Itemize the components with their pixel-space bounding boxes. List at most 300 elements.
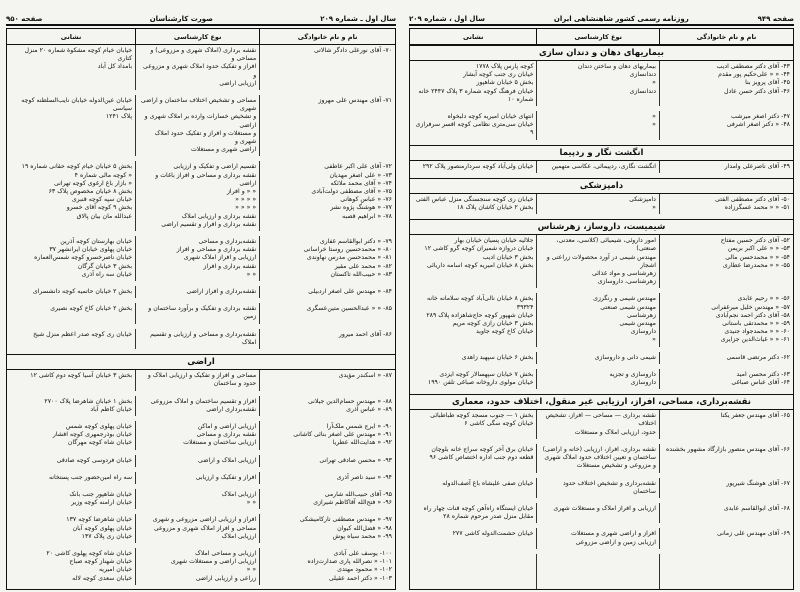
cell-line: نقشه برداری و افراز [203,262,257,270]
table-row [7,95,395,161]
cell-line: دندانسازی [629,87,656,95]
cell-line: بخش ۷ خیابان سپهسالار کوچه ایزدی [439,370,534,378]
name-cell [659,503,793,523]
name-cell [259,489,395,509]
cell-line: خیابان سپه کوچه قنبری [71,196,133,204]
cell-line: بخش ۳ خیابان رازی کوچه مریم [452,320,534,328]
cell-line: ارزیابی اراضی و اماکن [197,422,257,430]
cell-line: ۵۷- « مهندس خلیل میرغفرانی [711,303,790,311]
table-row [410,235,793,293]
filler-cell [410,554,536,589]
cell-line: بخش ۸ خیابان مخصوص پلاک ۶۳ [48,188,133,196]
cell-line: خیابان پهلوی کوچه آبان [72,524,133,532]
address-cell [7,286,135,298]
cell-line: ۹۵- آقای حبیب‌الله شارمی [324,490,392,498]
list-title: صورت کارشناسان [149,15,213,23]
cell-line: نقشه برداری و مساحی [196,431,257,439]
cell-line: ۵۲- آقای دکتر حسین مفتاح [720,237,790,245]
table-row [410,410,793,444]
journal-title: روزنامه رسمی کشور شاهنشاهی ایران [553,15,689,23]
cell-line: ۵۳- « « علی اکبر بریمن [727,245,790,253]
table-row [410,369,793,394]
cell-line: ۷۸- « ابراهیم قصبه [342,212,392,220]
cell-line: مهندس شیمی و رنگرزی [593,295,656,303]
cell-line: خیابان مولوی داروخانه صباغی تلفن ۱۹۹۰ [427,379,534,387]
name-cell [259,329,395,349]
cell-line: خیابان سه راه آذری [81,270,133,278]
cell-line: نقشه برداری، افراز، ارزیابی (خانه و اراضی) [542,445,656,453]
cell-line: « « [246,566,257,574]
cell-line: جلالیه خیابان پسیان خیابان بهار [454,237,534,245]
address-cell [7,421,135,450]
header-profession: نوع کارشناسی [536,29,659,44]
name-cell [659,293,793,346]
table-row [7,236,395,286]
cell-line: نقشه‌برداری و مساحی و ارزیابی و تقسیم املاک [150,330,257,346]
cell-line: نقشه‌برداری و مساحی [198,238,257,246]
profession-cell [135,514,259,543]
name-cell [659,61,793,106]
name-cell [259,421,395,450]
table-body [7,45,395,589]
cell-line: بخش ۵ خیابان شاهپور [476,79,534,87]
cell-line: ۹۱- « مهندس علی اصغر بنائی کاشانی [293,431,392,439]
address-cell [7,370,135,390]
cell-line: قطعه دوم جنب اداره اختصاص کاشی ۹۶ [429,454,534,462]
table-header [410,29,793,45]
cell-line: نقشه برداری و مساحی و افراز [176,246,257,254]
cell-line: حدود و ساختمان [213,380,257,388]
table-row [7,472,395,489]
cell-line: خیابان شاهپور جنب بانک [69,490,133,498]
cell-line: ۶۵- آقای مهندس جعفر یکتا [720,412,790,420]
cell-line: ۵۹- « « محمدتقی باستانی [722,320,790,328]
cell-line: « [652,204,656,212]
address-cell [410,293,536,346]
header-address: نشانی [462,32,484,41]
cell-line: نقشه‌برداری و تشخیص اختلاف حدود ساختمان [562,479,656,495]
cell-line: بخش ۶ خیابان سپهبد زاهدی [461,353,534,361]
name-cell [659,410,793,439]
cell-line: خیابان خیام کوچه مشکوة شماره ۲۰ منزل کتاری [24,47,133,63]
cell-line: « « [246,270,257,278]
cell-line: مقابل منزل صدر مرحوم شماره ۲۸ [443,513,534,521]
cell-line: « « « « [235,204,257,212]
cell-line: ۹۹- « محمد سیاه پوش [332,532,392,540]
cell-line: کوچه پارس پلاک ۱۷۷۸ [475,63,534,70]
address-cell [7,45,135,90]
cell-line: خیابان ایستگاه راه‌آهن کوچه قنات چهار راه [423,504,534,512]
cell-line: ارزیابی اراضی [219,79,257,87]
cell-line: مساحی و افراز املاک شهری و مزروعی [153,524,257,532]
profession-cell [536,111,659,140]
cell-line: افراز و اراضی شهری و مستغلات [571,530,656,538]
cell-line: ارزیابی و افراز املاک و مستغلات شهری [553,504,656,512]
table-row [410,61,793,111]
cell-line: افراز و تقسیم ساختمان و املاک مزروعی [150,397,257,405]
profession-cell [135,329,259,349]
cell-line: بخش ۹ کوچه آقای خسرو [66,204,133,212]
profession-cell [135,455,259,467]
cell-line: شیمی دانی و داروسازی [594,353,656,361]
cell-line: مهندس شیمی صنعتی [600,303,656,311]
cell-line: مساحی و تشخیص اختلاف ساختمان و اراضی شهری [140,97,257,113]
cell-line: خیابان امیریه [98,566,133,574]
cell-line: « « « « [235,196,257,204]
profession-cell [536,235,659,288]
cell-line: ۷۰- آقای نورعلی دادگر شالاتی [313,47,392,54]
cell-line: ۷۷- « هوشنگ پژوه نشر [330,204,392,212]
name-cell [259,396,395,416]
address-cell [410,161,536,173]
cell-line: داروسازی و تجزیه [609,370,656,378]
cell-line: تقسیم اراضی و تفکیک و ارزیابی [173,163,257,171]
profession-cell [135,421,259,450]
cell-line: ۶۰- « « محمدجواد جنیدی [724,328,790,336]
table-row [410,528,793,553]
cell-line: و مزروعی و تشخیص مستغلات [576,462,656,470]
cell-line: افراز و تفکیک حدود املاک شهری و مزروعی و [143,63,257,79]
cell-line: نقشه برداری (املاک شهری و مزروعی) و مساحی و [150,47,257,63]
cell-line: امور داروئی، شیمیائی (کلاسی، معدنی، صنعتی) [556,237,656,253]
name-cell [659,444,793,473]
cell-line: نقشه برداری و مساحی و افراز باغات و اراضی [155,171,257,187]
name-cell [259,548,395,585]
section-heading: نقشه‌برداری، مساحی، افراز، ارزیابی غیر منقول، اختلاف حدود، معماری [410,394,793,410]
cell-line: ۴۶- آقای دکتر حسن عادل [723,87,790,95]
table-body [410,45,793,589]
cell-line: ۷۱- آقای مهندس علی مهروز [318,97,392,105]
cell-line: بخش ۱ خیابان شاهرضا پلاک ۲۷۰۰ [44,397,133,405]
cell-line: افراز و تفکیک و ارزیابی [195,473,257,481]
cell-line: بخش ۲ خیابان کاشان پلاک ۱۸ [456,204,534,212]
cell-line: افراز و ارزیابی اراضی مزروعی و شهری [152,516,257,524]
page-header [6,14,396,26]
address-cell [410,478,536,498]
cell-line: ۷۴- « آقای محمد ملائکه [330,179,392,187]
experts-table [6,28,396,590]
name-cell [659,528,793,548]
cell-line: ۵۵- « « محمدرضا عطاری [722,261,790,269]
cell-line: ۴۸- « دکتر اصغر اشرفی [726,121,790,129]
table-row [410,161,793,178]
address-cell [410,352,536,364]
cell-line: و تشخیص خسارات وارده بر املاک شهری و اراضی [144,113,257,129]
table-row [410,503,793,528]
address-cell [7,303,135,323]
header-name: نام و نام خانوادگی [259,29,395,44]
header-address: نشانی [60,32,82,41]
cell-line: « بازار باغ ارغوی کوچه تهرانی [53,179,133,187]
address-cell [7,396,135,416]
cell-line: خیابان عین‌الدوله خیابان نایب‌السلطنه کوچه سیاسی [21,97,133,113]
cell-line: زهرشناسی [627,311,656,319]
cell-line: مهندس شیمی در آورد محصولات زراعتی و اشجار [546,253,656,269]
address-cell [410,111,536,140]
cell-line: خیابان شاه کوچه مهرگان [67,439,133,447]
table-row [7,489,395,514]
cell-line: ۴۴- « « علی‌حکیم پور مقدم [718,71,790,79]
page-number: صفحه ۹۴۹ [757,15,794,23]
cell-line: ۸۴- « مهندس علی اصغر اردبیلی [308,288,392,296]
cell-line: خیابان شاهرضا کوچه ۱۳۷ [66,516,133,524]
cell-line: نقشه برداری و ارزیابی املاک [181,212,257,220]
cell-line: « « و افراز [226,188,257,196]
address-cell [7,329,135,349]
cell-line: ۴۹- آقای ناصرعلی وامدار [724,162,790,170]
cell-line: بخش ۵ خیابان خیام کوچه حقانی شماره ۱۹ [21,163,133,171]
cell-line: ۸۷- « اسکندر مؤیدی [338,372,392,380]
cell-line: خیابان سعدی کوچه لاله [72,574,133,582]
profession-cell [135,303,259,323]
name-cell [259,455,395,467]
address-cell [410,503,536,523]
cell-line: ۵۶- « « رحیم عابدی [737,295,790,303]
address-cell [7,548,135,585]
profession-cell [135,548,259,585]
cell-line: خیابان فردوسی کوچه صادقی [56,456,133,464]
address-cell [410,444,536,473]
cell-line: خیابان حشمت‌الدوله کاشی ۲۷۷ [452,530,534,538]
cell-line: ۹۷- « مهندس مصطفی تارکامیشکی [299,516,392,524]
address-cell [7,514,135,543]
section-heading: دامپزشکی [410,178,793,194]
cell-line: دامپزشکی [629,195,656,203]
name-cell [259,95,395,156]
cell-line: بخش ۸ خیابان نالی‌آباد کوچه سلامانه خانه ۳۹۳۲۴ [427,295,534,311]
address-cell [410,235,536,288]
section-heading: شیمیست، داروساز، زهرشناس [410,219,793,235]
table-filler [410,554,793,589]
cell-line: ۶۷- آقای هوشنگ شیرپور [726,479,790,487]
cell-line: خیابان دروازه شمیران کوچه گرو کاشی ۱۲ [424,245,534,253]
table-row [410,293,793,351]
cell-line: ۴۳- آقای دکتر مصطفی ادیب [716,63,790,70]
profession-cell [135,45,259,90]
profession-cell [536,194,659,214]
section-heading: اراضی [7,354,395,370]
cell-line: خیابان ری پلاک ۱۴۷ [81,532,133,540]
cell-line: خیابان بهارستان کوچه آذرین [60,238,133,246]
section-heading: بیماریهای دهان و دندان سازی [410,45,793,61]
cell-line: ساختمان و تعیین اختلاف حدود املاک شهری [544,454,656,462]
table-row [7,548,395,590]
cell-line: ۴۷- دکتر اصغر میرشب [731,113,790,121]
table-row [7,514,395,548]
name-cell [259,472,395,484]
cell-line: عبدالله مان بیان پالاق [76,212,133,220]
cell-line: ۹۳- « محسن صادقی تهرانی [319,456,392,464]
name-cell [259,286,395,298]
cell-line: خیابان شهپور کوچه حاج‌شاهزاده پلاک ۲۸۹ [426,311,534,319]
cell-line: ۱۰۲- « محمود مهتدی [337,566,392,574]
table-row [410,444,793,478]
cell-line: خیابان پهلوی کوچه شمس [65,422,133,430]
cell-line: ۶۳- دکتر محسن امید [736,370,790,378]
profession-cell [536,369,659,389]
address-cell [7,161,135,231]
cell-line: نقشه‌برداری اراضی [206,405,257,413]
cell-line: خیابان شاه کوچه پهلوی کاشی ۲۰ [46,549,133,557]
name-cell [659,352,793,364]
cell-line: بیماریهای دهان و ساختن دندان [577,63,656,70]
name-cell [659,161,793,173]
table-row [7,303,395,328]
cell-line: دندانسازی [629,71,656,79]
cell-line: داروسازی [630,379,656,387]
cell-line: بامداد کل آباد [97,63,133,71]
cell-line: ۱۰۱- « نصرالله پاری صدارت‌زاده [307,558,392,566]
cell-line: « کوچه مالی شماره ۴ [74,171,133,179]
cell-line: ۷۲- آقای علی اکبر عاطفی [324,163,392,171]
profession-cell [135,489,259,509]
name-cell [259,370,395,390]
cell-line: زهرشناسی، داروسازی [597,278,656,286]
cell-line: ۵۴- « « محمدحسن مالی [725,253,790,261]
address-cell [7,489,135,509]
address-cell [7,236,135,281]
cell-line: ۹۶- « فتح‌الله آقاکاظم شیرازی [313,499,392,507]
address-cell [410,410,536,439]
table-row [7,161,395,236]
cell-line: بخش ۳ خیابان گرگان [77,262,133,270]
profession-cell [536,410,659,439]
name-cell [659,235,793,288]
cell-line: ۵۰- آقای دکتر مصطفی الفتی [715,195,790,203]
cell-line: انگشت نگاری، ردپیمائی، عکاسی متهمین [551,162,656,170]
cell-line: ارزیابی ساختمان و مستغلات [183,439,257,447]
cell-line: خیابان کاخ کوچه جاوید [475,328,534,336]
cell-line: ۵۱- « « محمد عسگرزاده [724,204,790,212]
table-row [7,396,395,421]
cell-line: ۹۰- « ایرج شمس ملک‌آرا [326,422,392,430]
cell-line: نقشه برداری — مساحی — افراز، تشخیص اختلاف [545,412,656,428]
cell-line: بخش ۸ خیابان امیریه کوچه اسامه داریائی [426,261,534,269]
right-page [405,0,798,592]
cell-line: ۸۲- « محمد علی مقیر [334,262,392,270]
cell-line: ارزیابی و مساحی املاک [195,549,257,557]
cell-line: خیابان ری کوچه صدر اعظم منزل شیخ [33,330,133,338]
table-row [7,421,395,455]
cell-line: ارزیابی زمین و اراضی مزروعی [575,538,656,546]
cell-line: خیابان فرهنگ کوچه شماره ۳ پلاک ۲۴۴۷ خانه شماره ۱۰ [418,87,534,103]
cell-line: خیابان بوذرجمهری کوچه افشار [52,431,133,439]
profession-cell [536,61,659,106]
cell-line: خیابان ناصرخسرو کوچه شمس‌العماره [34,254,133,262]
cell-line: « « [246,499,257,507]
cell-line: نقشه برداری و تفکیک و برآورد ساختمان و زمین [148,305,257,321]
cell-line: بخش ۲ خیابان حاتمیه کوچه دانشسرای [32,288,133,296]
profession-cell [536,478,659,498]
name-cell [659,111,793,140]
cell-line: خیابان ارامنه کوچه وزیر [71,499,133,507]
cell-line: خیابان کاظم آباد [90,405,133,413]
name-cell [659,478,793,498]
cell-line: ۸۹- « عباس آذری [346,405,392,413]
cell-line: ۷۹- « دکتر ابوالقاسم غفاری [319,238,392,246]
cell-line: ۹۴- « سید ناصر آذری [336,473,392,481]
name-cell [259,236,395,281]
experts-table [409,28,794,590]
address-cell [7,95,135,156]
cell-line: خیابان سی‌متری نظامی کوچه افسر سرفرازی ۹ [415,121,534,137]
name-cell [659,369,793,389]
cell-line: ارزیابی اراضی و مستغلات شهری [170,558,257,566]
cell-line: ارزیابی و افراز املاک شهری [183,254,257,262]
cell-line: خیابان صفی علیشاه باغ آصف‌الدوله [442,479,534,487]
profession-cell [536,161,659,173]
address-cell [410,194,536,214]
cell-line: زراعی و ارزیابی اراضی [195,574,257,582]
cell-line: حدود، ارزیابی املاک و مستغلات [574,428,656,436]
cell-line: ۶۹- آقای مهندس علی زمانی [717,530,790,538]
profession-cell [135,370,259,390]
cell-line: بخش ۳ خیابان آسیا کوچه دوم کاشی ۱۲ [30,372,133,380]
address-cell [7,455,135,467]
table-row [7,329,395,354]
profession-cell [536,352,659,364]
cell-line: ۶۶- آقای مهندس منصور بازارگاد مشهور بخشنده [665,445,790,453]
cell-line: خیابان ری کوچه سنجسنگی منزل عباس الفتی [415,195,534,203]
section-heading: انگشت نگار و ردپیما [410,145,793,161]
header-profession: نوع کارشناسی [135,29,259,44]
cell-line: ۹۸- « فضل‌الله کیوان [337,524,392,532]
cell-line: زهرشناسی و مواد غذائی [592,270,656,278]
issue-number: سال اول ، شماره ۲۰۹ [409,15,486,23]
cell-line: ارزیابی املاک [221,490,257,498]
filler-cell [536,554,659,589]
page-number: صفحه ۹۵۰ [6,15,43,23]
table-row [410,478,793,503]
cell-line: خیابان شهناز کوچه صباح [69,558,133,566]
table-row [7,286,395,303]
cell-line: ۶۲- دکتر مرتضی قاسمی [726,353,790,361]
cell-line: ۶۴- آقای عباس صباغی [731,379,790,387]
profession-cell [536,444,659,473]
cell-line: خیابان برق آخر کوچه سراج خانه بلوچان [431,445,534,453]
address-cell [7,472,135,484]
cell-line: اراضی شهری و مستغلات [190,146,257,154]
header-name: نام و نام خانوادگی [659,29,793,44]
profession-cell [536,528,659,548]
profession-cell [135,396,259,416]
table-header [7,29,395,45]
cell-line: سه راه امین‌حضور جنب پستخانه [48,473,133,481]
cell-line: ارزیابی املاک [221,532,257,540]
cell-line: داروسازی [630,328,656,336]
profession-cell [536,503,659,523]
cell-line: ۷۵- « آقای مصطفی دولت‌آبادی [311,188,392,196]
profession-cell [536,293,659,346]
cell-line: مهندس شیمی [619,320,656,328]
cell-line: ۶۸- آقای ابوالقاسم عابدی [723,504,790,512]
cell-line: ۷۳- « علی اصغر مهدیان [329,171,392,179]
cell-line: ارزیابی املاک و اراضی [198,456,257,464]
table-row [410,352,793,369]
table-row [7,45,395,95]
cell-line: ۸۵- « « عبدالحسین متین‌عسگری [306,305,392,313]
cell-line: ۸۳- « حبیب‌الله تاکستان [330,270,392,278]
cell-line: ۶۱- « « غیاث‌الدین جزایری [720,336,790,344]
name-cell [259,161,395,231]
left-page [2,0,400,592]
cell-line: « [652,113,656,121]
cell-line: بخش ۲ خیابان کاخ کوچه نصیری [50,305,133,313]
table-row [410,111,793,145]
cell-line: خیابان ولی‌آباد کوچه سردارمنصور پلاک ۲۹۲ [422,162,534,170]
cell-line: انتهای خیابان امیریه کوچه دلبخواه [447,113,534,121]
profession-cell [135,472,259,484]
